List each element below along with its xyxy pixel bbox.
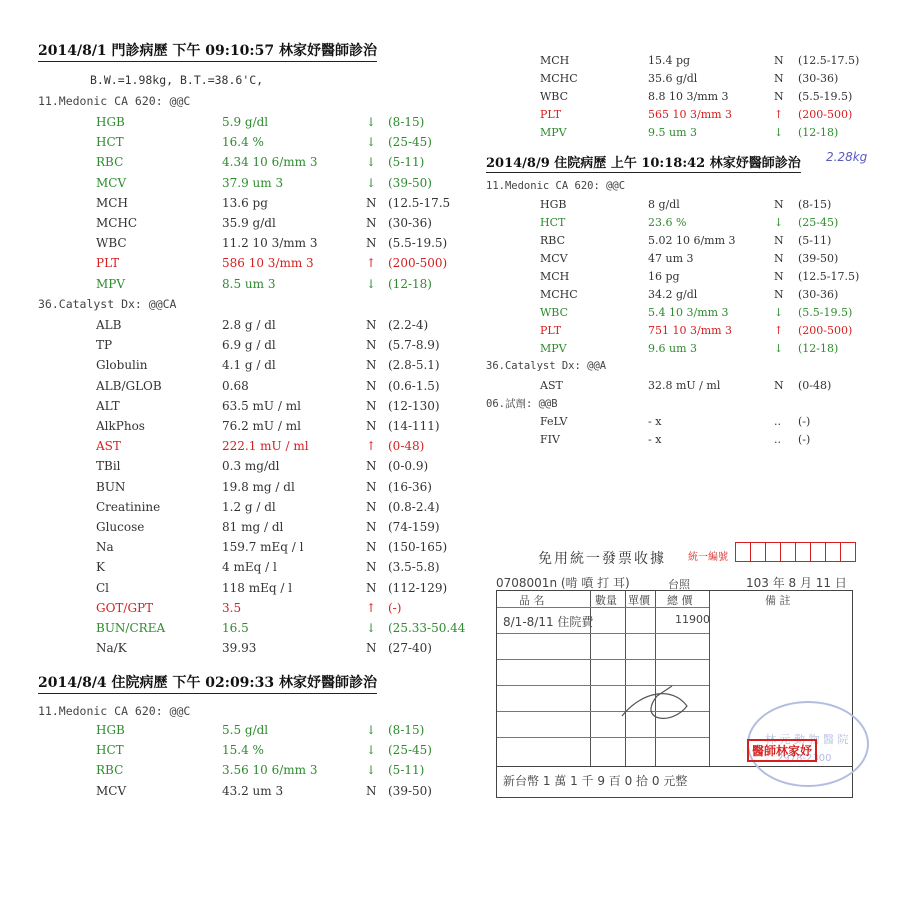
- lab-value: 19.8 mg / dl: [222, 479, 295, 494]
- lab-value: 222.1 mU / ml: [222, 439, 309, 454]
- lab-flag: ↓: [774, 126, 784, 139]
- lab-range: (39-50): [388, 783, 432, 798]
- lab-flag: ↓: [366, 175, 377, 190]
- lab-value: 43.2 um 3: [222, 783, 284, 798]
- vitals-text: B.W.=1.98kg, B.T.=38.6'C,: [90, 73, 264, 87]
- lab-flag: ↓: [366, 135, 377, 150]
- lab-name: ALT: [96, 398, 120, 413]
- lab-name: TP: [96, 338, 113, 353]
- lab-name: MCHC: [540, 72, 578, 85]
- lab-value: 0.68: [222, 378, 249, 393]
- lab-name: AST: [540, 379, 563, 392]
- lab-range: (39-50): [388, 175, 432, 190]
- lab-range: (-): [388, 600, 402, 615]
- lab-name: PLT: [540, 108, 562, 121]
- lab-flag: N: [774, 270, 784, 283]
- lab-value: 37.9 um 3: [222, 175, 284, 190]
- lab-name: HGB: [540, 198, 567, 211]
- lab-name: Na/K: [96, 641, 127, 656]
- lab-flag: ↓: [366, 621, 377, 635]
- section-medonic-1: 11.Medonic CA 620: @@C: [38, 94, 191, 108]
- receipt-col-price: 單價: [628, 594, 650, 607]
- lab-range: (25-45): [388, 135, 432, 150]
- lab-flag: N: [366, 358, 377, 373]
- lab-value: 39.93: [222, 641, 257, 656]
- lab-name: MCH: [540, 54, 570, 67]
- receipt-date: 103 年 8 月 11 日: [746, 576, 847, 590]
- lab-flag: N: [366, 641, 377, 656]
- lab-range: (200-500): [798, 324, 853, 337]
- lab-flag: N: [366, 783, 377, 798]
- lab-range: (0-0.9): [388, 459, 429, 474]
- lab-name: AlkPhos: [96, 419, 145, 433]
- lab-flag: N: [774, 198, 784, 211]
- lab-name: MCV: [96, 783, 127, 798]
- lab-value: 63.5 mU / ml: [222, 398, 301, 413]
- lab-value: 1.2 g / dl: [222, 499, 276, 514]
- lab-name: PLT: [96, 256, 120, 271]
- lab-name: MCHC: [540, 288, 578, 301]
- lab-range: (12.5-17.5: [388, 195, 451, 210]
- lab-value: 0.3 mg/dl: [222, 459, 280, 474]
- lab-flag: N: [366, 499, 377, 514]
- lab-name: WBC: [540, 306, 569, 319]
- lab-flag: ↓: [774, 342, 784, 355]
- lab-name: Globulin: [96, 358, 148, 373]
- lab-value: 8.8 10 3/mm 3: [648, 90, 729, 103]
- lab-range: (12-18): [388, 276, 432, 291]
- lab-name: FeLV: [540, 415, 568, 428]
- lab-flag: N: [774, 252, 784, 265]
- lab-name: TBil: [96, 459, 121, 474]
- receipt-col-total: 總 價: [667, 594, 693, 607]
- lab-flag: ..: [774, 415, 781, 428]
- lab-name: HGB: [96, 115, 125, 129]
- lab-range: (5.5-19.5): [798, 90, 853, 103]
- lab-range: (5.5-19.5): [798, 306, 853, 319]
- lab-name: ALB: [96, 318, 122, 332]
- lab-value: 32.8 mU / ml: [648, 379, 721, 392]
- lab-flag: ..: [774, 433, 781, 446]
- section-medonic-3: 11.Medonic CA 620: @@C: [486, 180, 626, 192]
- receipt-amount-1: 11900: [675, 613, 710, 626]
- lab-flag: N: [366, 216, 377, 230]
- lab-flag: ↑: [774, 108, 784, 121]
- lab-range: (25-45): [388, 743, 432, 758]
- lab-flag: ↑: [366, 256, 377, 271]
- lab-value: 16.5: [222, 621, 249, 635]
- lab-flag: N: [366, 419, 377, 433]
- lab-flag: N: [366, 338, 377, 353]
- lab-value: 16.4 %: [222, 135, 264, 150]
- lab-value: 8 g/dl: [648, 198, 680, 211]
- lab-name: MPV: [540, 126, 567, 139]
- lab-value: 15.4 pg: [648, 54, 691, 67]
- lab-range: (5-11): [798, 234, 832, 247]
- receipt-table: [496, 590, 853, 798]
- lab-name: BUN/CREA: [96, 621, 166, 635]
- receipt-col-qty: 數量: [595, 594, 617, 607]
- lab-value: 9.6 um 3: [648, 342, 698, 355]
- lab-value: - x: [648, 433, 662, 446]
- lab-value: 4.34 10 6/mm 3: [222, 155, 318, 170]
- lab-flag: N: [774, 234, 784, 247]
- receipt-total-line: 新台幣 1 萬 1 千 9 百 0 拾 0 元整: [503, 774, 688, 788]
- lab-range: (2.8-5.1): [388, 358, 440, 373]
- lab-value: 35.9 g/dl: [222, 216, 276, 230]
- lab-flag: N: [774, 379, 784, 392]
- lab-flag: ↓: [366, 276, 377, 291]
- lab-name: BUN: [96, 479, 126, 494]
- lab-flag: N: [366, 378, 377, 393]
- receipt-serial-boxes: [736, 542, 856, 562]
- lab-range: (0.6-1.5): [388, 378, 440, 393]
- lab-value: 76.2 mU / ml: [222, 419, 301, 433]
- lab-name: RBC: [96, 155, 124, 170]
- lab-flag: ↓: [366, 115, 377, 129]
- lab-name: MCH: [540, 270, 570, 283]
- lab-range: (12-130): [388, 398, 440, 413]
- section-catalyst-1: 36.Catalyst Dx: @@CA: [38, 297, 177, 311]
- lab-name: WBC: [540, 90, 569, 103]
- lab-value: 23.6 %: [648, 216, 687, 229]
- lab-value: 586 10 3/mm 3: [222, 256, 314, 271]
- lab-flag: N: [366, 540, 377, 555]
- lab-flag: ↑: [366, 439, 377, 454]
- lab-range: (-): [798, 433, 811, 446]
- lab-range: (0-48): [798, 379, 832, 392]
- lab-flag: N: [366, 318, 377, 332]
- lab-name: Glucose: [96, 520, 145, 534]
- lab-range: (200-500): [388, 256, 448, 271]
- header-visit-0804: 2014/8/4 住院病歷 下午 02:09:33 林家妤醫師診治: [38, 672, 377, 694]
- lab-name: K: [96, 560, 105, 575]
- lab-name: Cl: [96, 580, 110, 595]
- receipt-title: 免用統一發票收據: [538, 551, 666, 567]
- header-visit-0801: 2014/8/1 門診病歷 下午 09:10:57 林家妤醫師診治: [38, 40, 377, 62]
- lab-value: 6.9 g / dl: [222, 338, 276, 353]
- lab-value: - x: [648, 415, 662, 428]
- lab-range: (8-15): [388, 723, 425, 737]
- lab-name: PLT: [540, 324, 562, 337]
- lab-flag: ↑: [774, 324, 784, 337]
- lab-range: (12-18): [798, 342, 839, 355]
- receipt-buyer: 0708001n (啃 噴 打 耳): [496, 576, 630, 590]
- lab-value: 3.56 10 6/mm 3: [222, 763, 318, 778]
- lab-value: 4.1 g / dl: [222, 358, 276, 373]
- lab-flag: N: [774, 72, 784, 85]
- lab-value: 4 mEq / l: [222, 560, 277, 575]
- lab-name: HCT: [96, 135, 124, 150]
- lab-range: (12.5-17.5): [798, 54, 860, 67]
- signature-scribble: [617, 681, 697, 731]
- lab-value: 9.5 um 3: [648, 126, 698, 139]
- lab-range: (16-36): [388, 479, 432, 494]
- lab-name: FIV: [540, 433, 560, 446]
- lab-flag: N: [774, 54, 784, 67]
- lab-name: RBC: [540, 234, 565, 247]
- lab-value: 118 mEq / l: [222, 580, 293, 595]
- lab-flag: ↓: [366, 155, 377, 170]
- lab-flag: ↑: [366, 600, 377, 615]
- lab-flag: N: [366, 520, 377, 534]
- lab-value: 159.7 mEq / l: [222, 540, 304, 555]
- lab-name: HCT: [540, 216, 566, 229]
- lab-range: (74-159): [388, 520, 440, 534]
- lab-name: HGB: [96, 723, 125, 737]
- lab-name: Na: [96, 540, 114, 555]
- lab-range: (200-500): [798, 108, 853, 121]
- lab-range: (5.7-8.9): [388, 338, 440, 353]
- lab-name: HCT: [96, 743, 124, 758]
- lab-flag: N: [366, 236, 377, 251]
- lab-range: (3.5-5.8): [388, 560, 440, 575]
- lab-flag: ↓: [366, 743, 377, 758]
- lab-range: (-): [798, 415, 811, 428]
- lab-flag: N: [366, 195, 377, 210]
- lab-range: (5.5-19.5): [388, 236, 448, 251]
- lab-value: 3.5: [222, 600, 242, 615]
- lab-flag: ↓: [366, 763, 377, 778]
- lab-range: (12-18): [798, 126, 839, 139]
- receipt-serial-label: 統一編號: [688, 552, 728, 563]
- lab-value: 35.6 g/dl: [648, 72, 698, 85]
- lab-name: MPV: [540, 342, 567, 355]
- lab-range: (112-129): [388, 580, 448, 595]
- lab-value: 2.8 g / dl: [222, 318, 276, 332]
- lab-range: (0-48): [388, 439, 425, 454]
- lab-flag: N: [774, 288, 784, 301]
- lab-value: 751 10 3/mm 3: [648, 324, 733, 337]
- receipt-item-1: 8/1-8/11 住院費: [503, 615, 594, 629]
- lab-range: (14-111): [388, 419, 440, 433]
- lab-range: (8-15): [388, 115, 425, 129]
- lab-range: (8-15): [798, 198, 832, 211]
- lab-range: (5-11): [388, 155, 425, 170]
- lab-value: 5.4 10 3/mm 3: [648, 306, 729, 319]
- receipt-stamp-label: 台照: [668, 578, 690, 591]
- lab-range: (27-40): [388, 641, 432, 656]
- lab-flag: ↓: [774, 216, 784, 229]
- lab-flag: N: [366, 459, 377, 474]
- lab-value: 8.5 um 3: [222, 276, 276, 291]
- lab-range: (25.33-50.44: [388, 621, 466, 635]
- lab-range: (0.8-2.4): [388, 499, 440, 514]
- lab-flag: ↓: [774, 306, 784, 319]
- section-medonic-2: 11.Medonic CA 620: @@C: [38, 704, 191, 718]
- receipt: [488, 540, 858, 800]
- lab-range: (25-45): [798, 216, 839, 229]
- lab-value: 15.4 %: [222, 743, 264, 758]
- lab-range: (5-11): [388, 763, 425, 778]
- receipt-col-note: 備 註: [765, 594, 791, 607]
- lab-value: 13.6 pg: [222, 195, 268, 210]
- lab-flag: N: [774, 90, 784, 103]
- clinic-stamp: 林 元 動 物 醫 院 2978-2300: [747, 701, 869, 787]
- lab-range: (30-36): [798, 72, 839, 85]
- doctor-seal: 醫師林家妤: [747, 739, 817, 762]
- lab-range: (39-50): [798, 252, 839, 265]
- lab-value: 5.02 10 6/mm 3: [648, 234, 736, 247]
- lab-flag: N: [366, 560, 377, 575]
- lab-name: MCV: [96, 175, 127, 190]
- header-visit-0809: 2014/8/9 住院病歷 上午 10:18:42 林家妤醫師診治: [486, 152, 801, 173]
- lab-value: 16 pg: [648, 270, 680, 283]
- lab-name: RBC: [96, 763, 124, 778]
- lab-name: AST: [96, 439, 121, 454]
- lab-name: WBC: [96, 236, 127, 251]
- lab-name: MCV: [540, 252, 568, 265]
- lab-name: ALB/GLOB: [96, 378, 162, 393]
- lab-value: 565 10 3/mm 3: [648, 108, 733, 121]
- lab-flag: N: [366, 479, 377, 494]
- lab-value: 5.5 g/dl: [222, 723, 269, 737]
- lab-range: (12.5-17.5): [798, 270, 860, 283]
- lab-range: (30-36): [388, 216, 432, 230]
- lab-value: 5.9 g/dl: [222, 115, 269, 129]
- lab-value: 34.2 g/dl: [648, 288, 698, 301]
- section-catalyst-2: 36.Catalyst Dx: @@A: [486, 360, 607, 372]
- lab-range: (150-165): [388, 540, 448, 555]
- lab-range: (2.2-4): [388, 318, 429, 332]
- lab-name: MPV: [96, 276, 126, 291]
- handwritten-weight: 2.28kg: [826, 150, 868, 164]
- receipt-col-item: 品 名: [519, 594, 545, 607]
- lab-name: GOT/GPT: [96, 600, 154, 615]
- lab-value: 81 mg / dl: [222, 520, 284, 534]
- lab-flag: ↓: [366, 723, 377, 737]
- lab-value: 11.2 10 3/mm 3: [222, 236, 318, 251]
- lab-value: 47 um 3: [648, 252, 694, 265]
- lab-name: MCHC: [96, 216, 138, 230]
- lab-flag: N: [366, 580, 377, 595]
- lab-name: Creatinine: [96, 499, 161, 514]
- lab-flag: N: [366, 398, 377, 413]
- section-reagent: 06.試劑: @@B: [486, 398, 558, 410]
- lab-name: MCH: [96, 195, 128, 210]
- lab-range: (30-36): [798, 288, 839, 301]
